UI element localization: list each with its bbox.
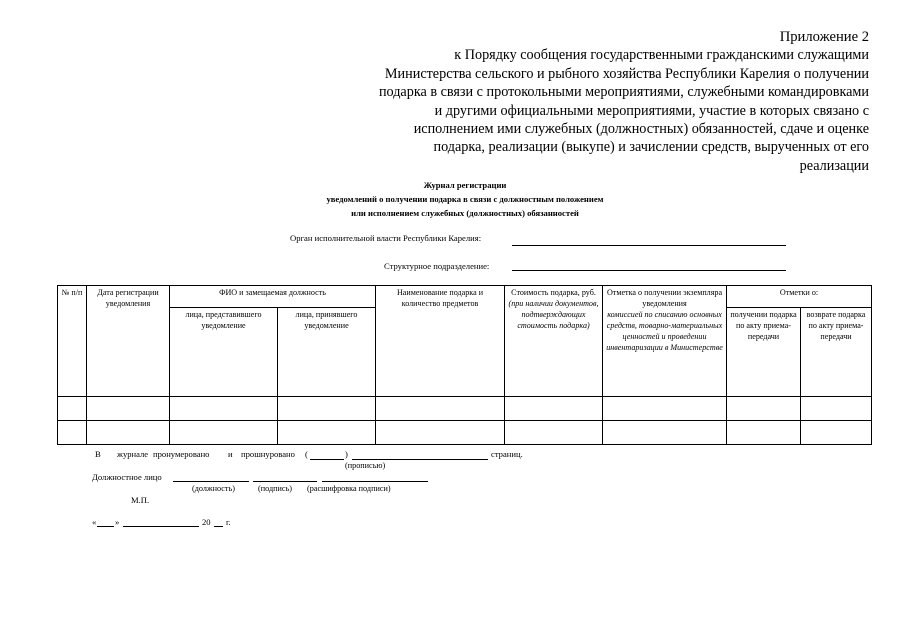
annex-line-7: реализации (799, 157, 869, 174)
position-line (173, 481, 249, 482)
journal-title: Журнал регистрации (423, 180, 507, 190)
journal-subtitle-2: или исполнением служебных (должностных) обязанностей (351, 208, 579, 218)
table-row (58, 397, 872, 421)
table-cell (87, 397, 170, 421)
journal-heading (250, 178, 680, 220)
date-year-suffix: г. (226, 517, 231, 527)
page-count-words-line (352, 459, 488, 460)
decode-caption: (расшифровка подписи) (307, 484, 391, 493)
table-cell (376, 397, 505, 421)
table-cell (727, 421, 801, 445)
header-mark (603, 286, 727, 397)
journal-subtitle-1: уведомлений о получении подарка в связи с должностным положением (326, 194, 604, 204)
table-cell (278, 397, 376, 421)
date-month-line (123, 526, 199, 527)
table-cell (727, 397, 801, 421)
paren-close: ) (345, 449, 348, 459)
annex-line-4: и другими официальными мероприятиями, участие в которых связано с (434, 102, 869, 119)
page-count-digits-line (310, 459, 344, 460)
decode-line (322, 481, 428, 482)
date-quote-close: » (115, 517, 120, 527)
paren-open: ( (305, 449, 308, 459)
table-cell (58, 397, 87, 421)
table-cell (505, 397, 603, 421)
stamp-label: М.П. (131, 495, 150, 505)
table-cell (801, 421, 872, 445)
register-table (57, 285, 872, 445)
annex-line-6: подарка, реализации (выкупе) и зачислении средств, вырученных от его (433, 139, 869, 156)
header-fio: ФИО и замещаемая должность (170, 286, 376, 308)
table-cell (376, 421, 505, 445)
in-words-caption: (прописью) (345, 461, 386, 470)
date-year-prefix: 20 (202, 517, 211, 527)
header-num: № п/п (58, 286, 87, 397)
date-day-line (97, 526, 114, 527)
division-label: Структурное подразделение: (384, 261, 490, 271)
footer-word-5: прошнуровано (241, 449, 295, 459)
authority-line (512, 245, 786, 246)
date-quote-open: « (92, 517, 97, 527)
header-cost-note: (при наличии документов, подтверждающих стоимость подарка) (508, 299, 599, 330)
official-label: Должностное лицо (92, 472, 162, 482)
footer-word-2: журнале (117, 449, 149, 459)
annex-line-2: Министерства сельского и рыбного хозяйства Республики Карелия о получении (384, 65, 869, 82)
footer-word-3: пронумеровано (153, 449, 210, 459)
annex-line-5: исполнением ими служебных (должностных) обязанностей, сдаче и оценке (413, 121, 869, 138)
header-fio-submitter: лица, представившего уведомление (170, 308, 278, 397)
footer-word-1: В (95, 449, 101, 459)
table-cell (170, 397, 278, 421)
header-fio-receiver: лица, принявшего уведомление (278, 308, 376, 397)
position-caption: (должность) (192, 484, 235, 493)
table-cell (58, 421, 87, 445)
table-cell (278, 421, 376, 445)
signature-caption: (подпись) (258, 484, 292, 493)
header-date: Дата регистрации уведомления (87, 286, 170, 397)
header-notes-returned: возврате подарка по акту приема-передачи (801, 308, 872, 397)
annex-line-3: подарка в связи с протокольными мероприятиями, служебными командировками (378, 84, 869, 101)
annex-title: Приложение 2 (779, 29, 869, 45)
table-cell (170, 421, 278, 445)
table-cell (603, 397, 727, 421)
table-cell (801, 397, 872, 421)
header-gift-name: Наименование подарка и количество предметов (376, 286, 505, 397)
header-notes: Отметки о: (727, 286, 872, 308)
footer-word-4: и (228, 449, 233, 459)
header-cost-label: Стоимость подарка, руб. (511, 288, 596, 297)
table-cell (87, 421, 170, 445)
header-notes-received: получении подарка по акту приема-передачи (727, 308, 801, 397)
annex-block (309, 28, 869, 175)
header-mark-label: Отметка о получении экземпляра уведомления (606, 288, 723, 308)
division-line (512, 270, 786, 271)
header-cost (505, 286, 603, 397)
signature-line (253, 481, 317, 482)
table-row (58, 421, 872, 445)
authority-label: Орган исполнительной власти Республики Карелия: (290, 233, 482, 243)
date-year-line (214, 526, 223, 527)
table-cell (505, 421, 603, 445)
annex-line-1: к Порядку сообщения государственными гражданскими служащими (454, 47, 869, 64)
pages-label: страниц. (491, 449, 523, 459)
header-mark-note: комиссией по списанию основных средств, товарно-материальных ценностей и проведении инвентаризации в Министерстве (606, 310, 723, 352)
table-cell (603, 421, 727, 445)
